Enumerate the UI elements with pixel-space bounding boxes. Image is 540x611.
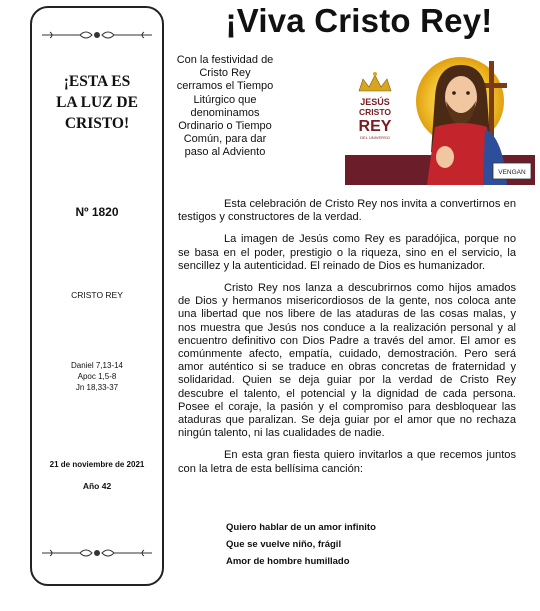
page-title: ¡Viva Cristo Rey!	[225, 2, 493, 39]
paragraph: La imagen de Jesús como Rey es paradójica, porque no se basa en el poder, prestigio o la riqueza, sino en el servicio, la sencillez y la autenticidad. El reinado de Dios es humanizador.	[178, 233, 516, 272]
song-lyrics	[226, 519, 526, 570]
lyric-line: Quiero hablar de un amor infinito	[226, 522, 376, 533]
image-sign-text: VENGAN	[498, 169, 526, 176]
sidebar-title-line: ¡ESTA ES	[63, 73, 131, 90]
reading-item: Jn 18,33-37	[75, 383, 119, 392]
article-body	[178, 198, 516, 485]
ornament-divider-icon	[40, 28, 154, 42]
issue-number: Nº 1820	[75, 205, 119, 219]
lyric-line: Amor de hombre humillado	[226, 556, 350, 567]
intro-text: Con la festividad de Cristo Rey cerramos el Tiempo Litúrgico que denominamos Ordinario o Tiempo Común, para dar paso al Adviento	[176, 54, 274, 159]
reading-item: Apoc 1,5-8	[77, 372, 117, 381]
issue-date: 21 de noviembre de 2021	[49, 460, 145, 469]
feast-name: CRISTO REY	[71, 290, 123, 300]
issue-year: Año 42	[82, 481, 112, 491]
paragraph: Cristo Rey nos lanza a descubrirnos como hijos amados de Dios y hermanos misericordiosos de la gente, nos coloca ante una libertad que nos libere de las ataduras de las cosas malas, y nos muestra que Jesús nos conduce a la realización personal y al encuentro definitivo con Dios Padre a través del amor. El amor es comúnmente afecto, empatía, cuidado, demostración. Pero será amor auténtico si se traduce en obras concretas de fraternidad y solidaridad. Quien se deja guiar por la verdad de Cristo Rey descubre el talento, el potencial y la dignidad de cada persona. Posee el coraje, la pasión y el compromiso para desbloquear las ataduras que paralizan. Se deja guiar por el amor que no rechaza ningún talento, ni las cualidades de nadie.	[178, 282, 516, 440]
sidebar-scroll	[30, 6, 164, 586]
sidebar-title	[32, 71, 162, 134]
image-badge-line: REY	[358, 118, 392, 135]
sidebar-title-line: LA LUZ DE	[56, 94, 138, 111]
image-badge-small: DEL UNIVERSO	[360, 135, 390, 140]
image-badge-line: JESÚS	[360, 97, 390, 107]
sidebar-title-line: CRISTO!	[64, 115, 130, 132]
paragraph: En esta gran fiesta quiero invitarlos a que recemos juntos con la letra de esta bellísima canción:	[178, 449, 516, 475]
readings-list	[32, 360, 162, 393]
reading-item: Daniel 7,13-14	[70, 361, 124, 370]
ornament-divider-icon	[40, 546, 154, 560]
lyric-line: Que se vuelve niño, frágil	[226, 539, 342, 550]
image-badge-line: CRISTO	[359, 107, 391, 117]
paragraph: Esta celebración de Cristo Rey nos invita a convertirnos en testigos y constructores de la verdad.	[178, 198, 516, 224]
christ-king-image	[345, 57, 535, 185]
